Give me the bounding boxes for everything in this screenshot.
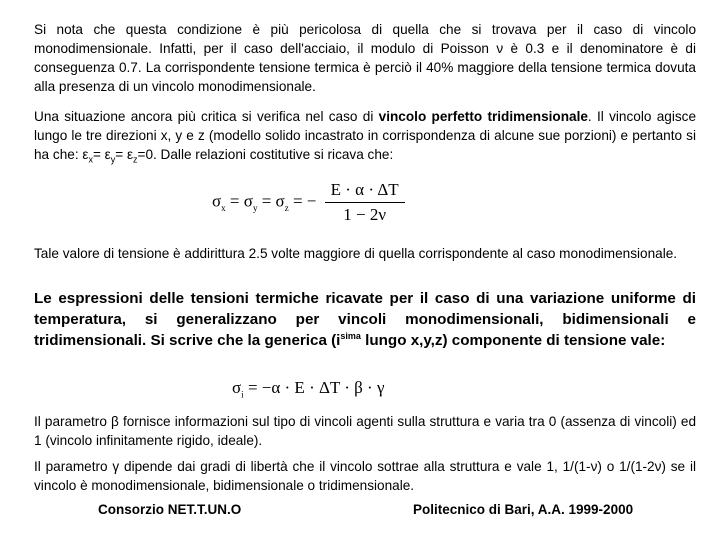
epsilon-symbol: ε [126, 147, 133, 162]
text: , si generalizzano per vincoli monodimensionali, bidimensionali e tridimensionali. Si scrive che la generica (i [34, 311, 696, 349]
footer-university: Politecnico di Bari, A.A. 1999-2000 [413, 502, 634, 517]
text: fornisce informazioni sul tipo di vincoli agenti sulla struttura e varia tra 0 (assenza di vincoli) ed 1 (vincolo infinitamente rigido, ideale). [34, 414, 697, 448]
emphasis-text: variazione uniforme di temperatura [34, 290, 696, 328]
subscript: x [88, 154, 93, 165]
subscript: x [221, 202, 226, 213]
fraction-denominator: 1 − 2ν [343, 205, 387, 224]
sigma-symbol: σ [232, 378, 242, 397]
gamma-symbol: γ [112, 459, 120, 474]
text: = [115, 147, 127, 162]
subscript: z [133, 154, 138, 165]
text: dipende dai gradi di libertà che il vincolo sottrae alla struttura e vale 1, 1/(1-ν) o 1/(1-2ν) se il vincolo è monodimensionale, bidimensionale o tridimensionale. [34, 459, 696, 493]
text: lungo x,y,z) componente di tensione vale: [360, 332, 666, 349]
text: Il parametro [34, 459, 113, 474]
equation-text: = σ [225, 191, 253, 211]
text: Una situazione ancora più critica si verifica nel caso di [34, 109, 379, 124]
text: Il parametro [34, 414, 112, 429]
paragraph-ratio: Tale valore di tensione è addirittura 2.5 volte maggiore di quella corrispondente al caso monodimensionale. [34, 246, 678, 261]
beta-symbol: β [111, 414, 119, 429]
epsilon-symbol: ε [82, 147, 89, 162]
epsilon-symbol: ε [104, 147, 111, 162]
text: =0. Dalle relazioni costitutive si ricava che: [137, 147, 394, 162]
subscript: y [252, 202, 258, 213]
footer-consortium: Consorzio NET.T.UN.O [98, 502, 242, 517]
sigma-symbol: σ [212, 191, 222, 211]
subscript: z [284, 202, 289, 213]
paragraph-beta [34, 412, 696, 450]
equation-text: = −α · E · ΔT · β · γ [243, 378, 385, 397]
fraction-numerator: E · α · ΔT [325, 180, 405, 203]
paragraph-tridimensional [34, 107, 696, 164]
text: . Il vincolo agisce lungo le tre direzioni x, y e z (modello solido incastrato in corrispondenza di alcune sue porzioni) e pertanto si ha che: [34, 109, 697, 162]
paragraph-gamma [34, 457, 696, 495]
equation-stress-general [232, 378, 384, 398]
superscript: sima [340, 330, 361, 341]
emphasis-text: vincolo perfetto tridimensionale [378, 109, 588, 124]
equation-stress-3d [212, 180, 405, 225]
fraction [325, 180, 405, 225]
equation-text: = σ [257, 191, 285, 211]
paragraph-poisson: Si nota che questa condizione è più pericolosa di quella che si trovava per il caso di vincolo monodimensionale. Infatti, per il caso dell'acciaio, il modulo di Poisson ν è 0.3 e il denominatore è di conseguenza 0.7. La corrispondente tensione termica è perciò il 40% maggiore della tensione termica dovuta alla presenza di un vincolo monodimensionale. [34, 22, 696, 94]
text: = [92, 147, 105, 162]
subscript: i [241, 389, 244, 400]
paragraph-generalization [34, 288, 696, 351]
subscript: y [110, 154, 116, 165]
equation-text: = − [288, 191, 317, 211]
text: Le espressioni delle tensioni termiche ricavate per il caso di una [34, 290, 530, 307]
